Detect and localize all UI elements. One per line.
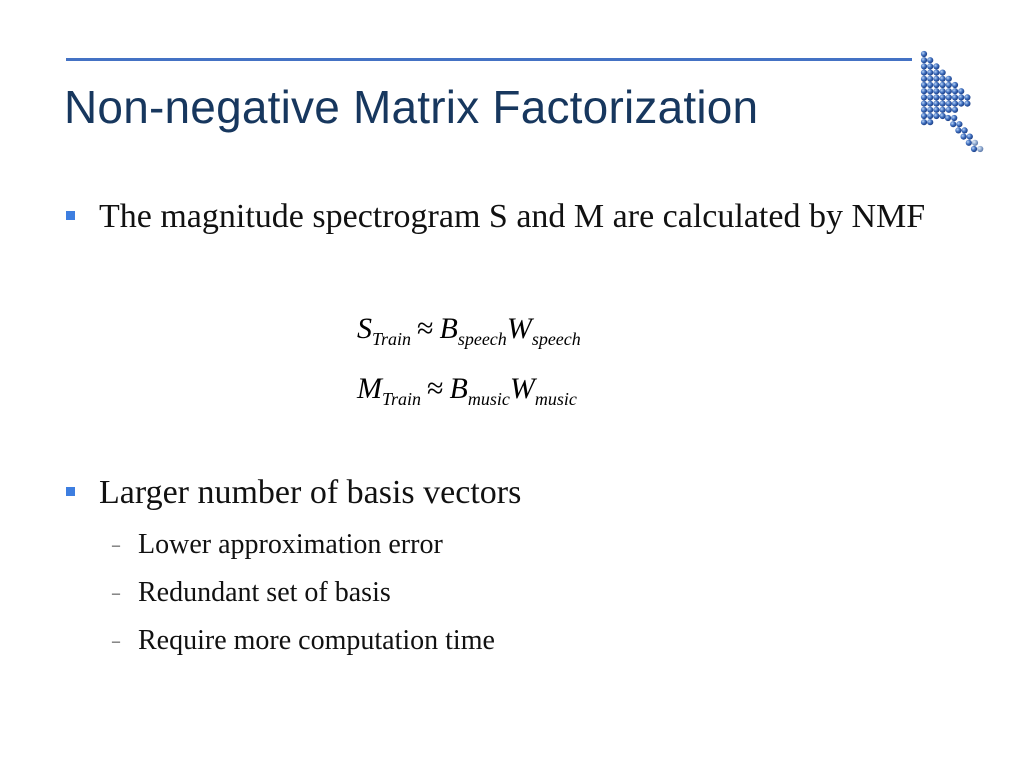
eq-factor-1: B <box>439 312 458 345</box>
dash-bullet-icon: – <box>112 633 120 650</box>
bullet-text: The magnitude spectrogram S and M are calculated by NMF <box>99 198 926 235</box>
logo-dot <box>946 94 952 100</box>
equation-music <box>357 372 577 409</box>
logo-dot <box>940 70 946 76</box>
dash-bullet-icon: – <box>112 537 120 554</box>
logo-dot <box>933 113 939 119</box>
logo-dot <box>952 107 958 113</box>
logo-dot <box>921 101 927 107</box>
logo-dot <box>946 82 952 88</box>
logo-dot <box>927 76 933 82</box>
logo-dot <box>977 146 983 152</box>
logo-dot <box>967 134 973 140</box>
logo-dot <box>927 113 933 119</box>
logo-dot <box>966 140 972 146</box>
eq-lhs: S <box>357 312 372 345</box>
logo-dot <box>921 57 927 63</box>
logo-dot <box>933 107 939 113</box>
logo-dot <box>927 70 933 76</box>
eq-factor-2: W <box>506 312 532 345</box>
slide-title: Non-negative Matrix Factorization <box>64 81 759 133</box>
sub-item-text: Require more computation time <box>138 625 495 656</box>
logo-dot <box>921 113 927 119</box>
logo-dot <box>940 88 946 94</box>
logo-dot <box>956 121 962 127</box>
equation-speech <box>357 312 581 349</box>
logo-dot <box>962 127 968 133</box>
logo-dot <box>933 94 939 100</box>
eq-factor-2-sub: speech <box>531 329 581 349</box>
logo-dot <box>927 107 933 113</box>
dotted-arrow-cursor-icon <box>918 48 998 160</box>
logo-dot <box>933 76 939 82</box>
logo-dot <box>927 63 933 69</box>
sub-item-computation-time <box>112 625 495 658</box>
logo-dot <box>946 76 952 82</box>
logo-dot <box>961 134 967 140</box>
logo-dot <box>921 76 927 82</box>
eq-factor-2-sub: music <box>534 389 577 409</box>
eq-lhs-sub: Train <box>382 389 422 409</box>
logo-dot <box>927 101 933 107</box>
logo-dot <box>921 82 927 88</box>
logo-dot <box>952 101 958 107</box>
logo-dot <box>921 107 927 113</box>
logo-dot <box>927 94 933 100</box>
bullet-nmf-spectrogram <box>66 196 936 237</box>
title-rule <box>66 58 912 61</box>
logo-dot <box>946 88 952 94</box>
logo-dot <box>964 101 970 107</box>
logo-dot <box>927 119 933 125</box>
logo-dot <box>927 88 933 94</box>
logo-dot <box>946 107 952 113</box>
eq-factor-2: W <box>509 372 535 405</box>
eq-lhs: M <box>357 372 382 405</box>
logo-dot <box>958 88 964 94</box>
sub-item-text: Redundant set of basis <box>138 577 391 608</box>
eq-relation: ≈ <box>427 372 444 405</box>
sub-item-redundant-basis <box>112 577 391 610</box>
logo-dot <box>940 82 946 88</box>
logo-dot <box>940 94 946 100</box>
square-bullet-icon <box>66 487 75 496</box>
bullet-text: Larger number of basis vectors <box>99 474 522 511</box>
eq-lhs-sub: Train <box>372 329 412 349</box>
logo-dot <box>946 101 952 107</box>
logo-dot <box>933 101 939 107</box>
logo-dot <box>971 146 977 152</box>
logo-dot <box>950 121 956 127</box>
logo-dot <box>952 88 958 94</box>
logo-dot <box>927 82 933 88</box>
logo-dot <box>940 107 946 113</box>
eq-relation: ≈ <box>417 312 434 345</box>
logo-dot <box>921 63 927 69</box>
sub-item-text: Lower approximation error <box>138 529 443 560</box>
eq-factor-1-sub: music <box>467 389 510 409</box>
logo-dot <box>921 70 927 76</box>
logo-dot <box>921 88 927 94</box>
logo-dot <box>952 94 958 100</box>
logo-dot <box>945 115 951 121</box>
logo-dot <box>972 140 978 146</box>
logo-dot <box>940 113 946 119</box>
logo-dot <box>933 70 939 76</box>
logo-dot <box>951 115 957 121</box>
logo-dot <box>921 119 927 125</box>
logo-dot <box>921 94 927 100</box>
sub-item-approximation-error <box>112 529 443 562</box>
logo-dot <box>955 127 961 133</box>
eq-factor-1: B <box>449 372 468 405</box>
dash-bullet-icon: – <box>112 585 120 602</box>
logo-dot <box>958 94 964 100</box>
logo-dot <box>940 101 946 107</box>
bullet-basis-vectors <box>66 472 936 513</box>
logo-dot <box>952 82 958 88</box>
logo-dot <box>927 57 933 63</box>
logo-dot <box>964 94 970 100</box>
logo-dot <box>933 63 939 69</box>
logo-dot <box>940 76 946 82</box>
logo-dot <box>921 51 927 57</box>
square-bullet-icon <box>66 211 75 220</box>
logo-dot <box>958 101 964 107</box>
logo-dot <box>933 82 939 88</box>
eq-factor-1-sub: speech <box>457 329 507 349</box>
logo-dot <box>933 88 939 94</box>
